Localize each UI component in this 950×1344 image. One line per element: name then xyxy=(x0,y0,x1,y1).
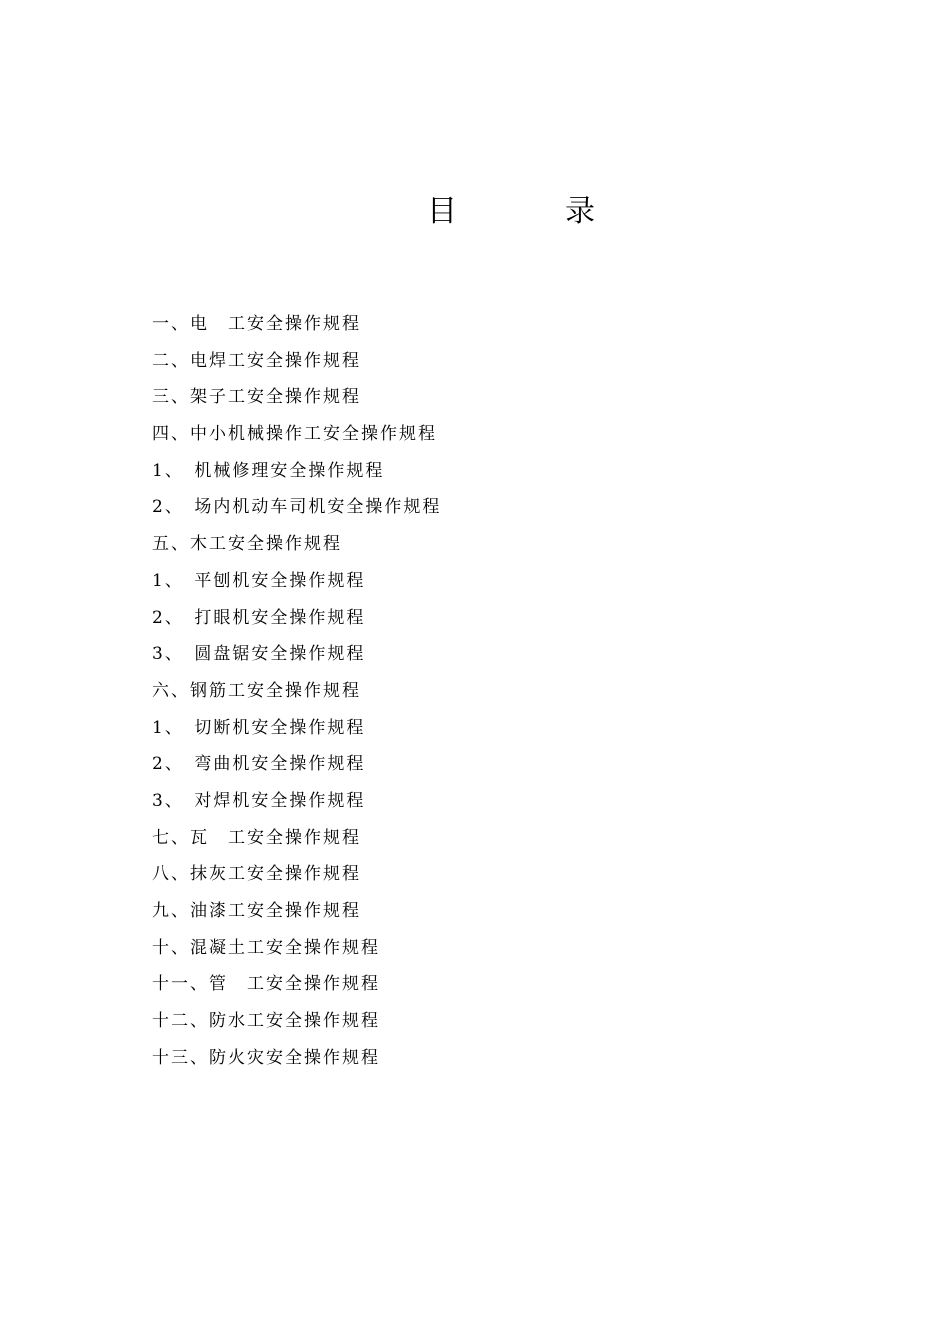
toc-title-char-2: 录 xyxy=(565,194,595,229)
toc-entry: 1、 平刨机安全操作规程 xyxy=(152,570,366,591)
toc-entry: 1、 切断机安全操作规程 xyxy=(152,717,366,738)
toc-entry: 二、电焊工安全操作规程 xyxy=(152,350,361,371)
toc-entry: 2、 弯曲机安全操作规程 xyxy=(152,754,366,775)
toc-title xyxy=(0,188,950,236)
toc-entry: 六、钢筋工安全操作规程 xyxy=(152,680,361,701)
toc-entry: 2、 打眼机安全操作规程 xyxy=(152,607,366,628)
toc-entry: 三、架子工安全操作规程 xyxy=(152,387,361,408)
toc-entry: 七、瓦 工安全操作规程 xyxy=(152,827,361,848)
toc-entry: 十、混凝土工安全操作规程 xyxy=(152,937,380,958)
toc-entry: 3、 对焊机安全操作规程 xyxy=(152,790,366,811)
toc-entry: 四、中小机械操作工安全操作规程 xyxy=(152,424,437,445)
toc-entry: 一、电 工安全操作规程 xyxy=(152,314,361,334)
toc-entry: 五、木工安全操作规程 xyxy=(152,534,342,555)
toc-entry: 3、 圆盘锯安全操作规程 xyxy=(152,644,366,665)
toc-title-char-1: 目 xyxy=(427,194,457,229)
toc-entry: 十二、防水工安全操作规程 xyxy=(152,1011,380,1032)
toc-entry: 九、油漆工安全操作规程 xyxy=(152,901,361,921)
toc-entry: 八、抹灰工安全操作规程 xyxy=(152,864,361,885)
toc-entry: 十一、管 工安全操作规程 xyxy=(152,974,380,995)
toc-entry: 1、 机械修理安全操作规程 xyxy=(152,460,385,481)
toc-entry: 十三、防火灾安全操作规程 xyxy=(152,1047,380,1068)
toc-list xyxy=(152,306,792,1076)
toc-entry: 2、 场内机动车司机安全操作规程 xyxy=(152,497,442,518)
